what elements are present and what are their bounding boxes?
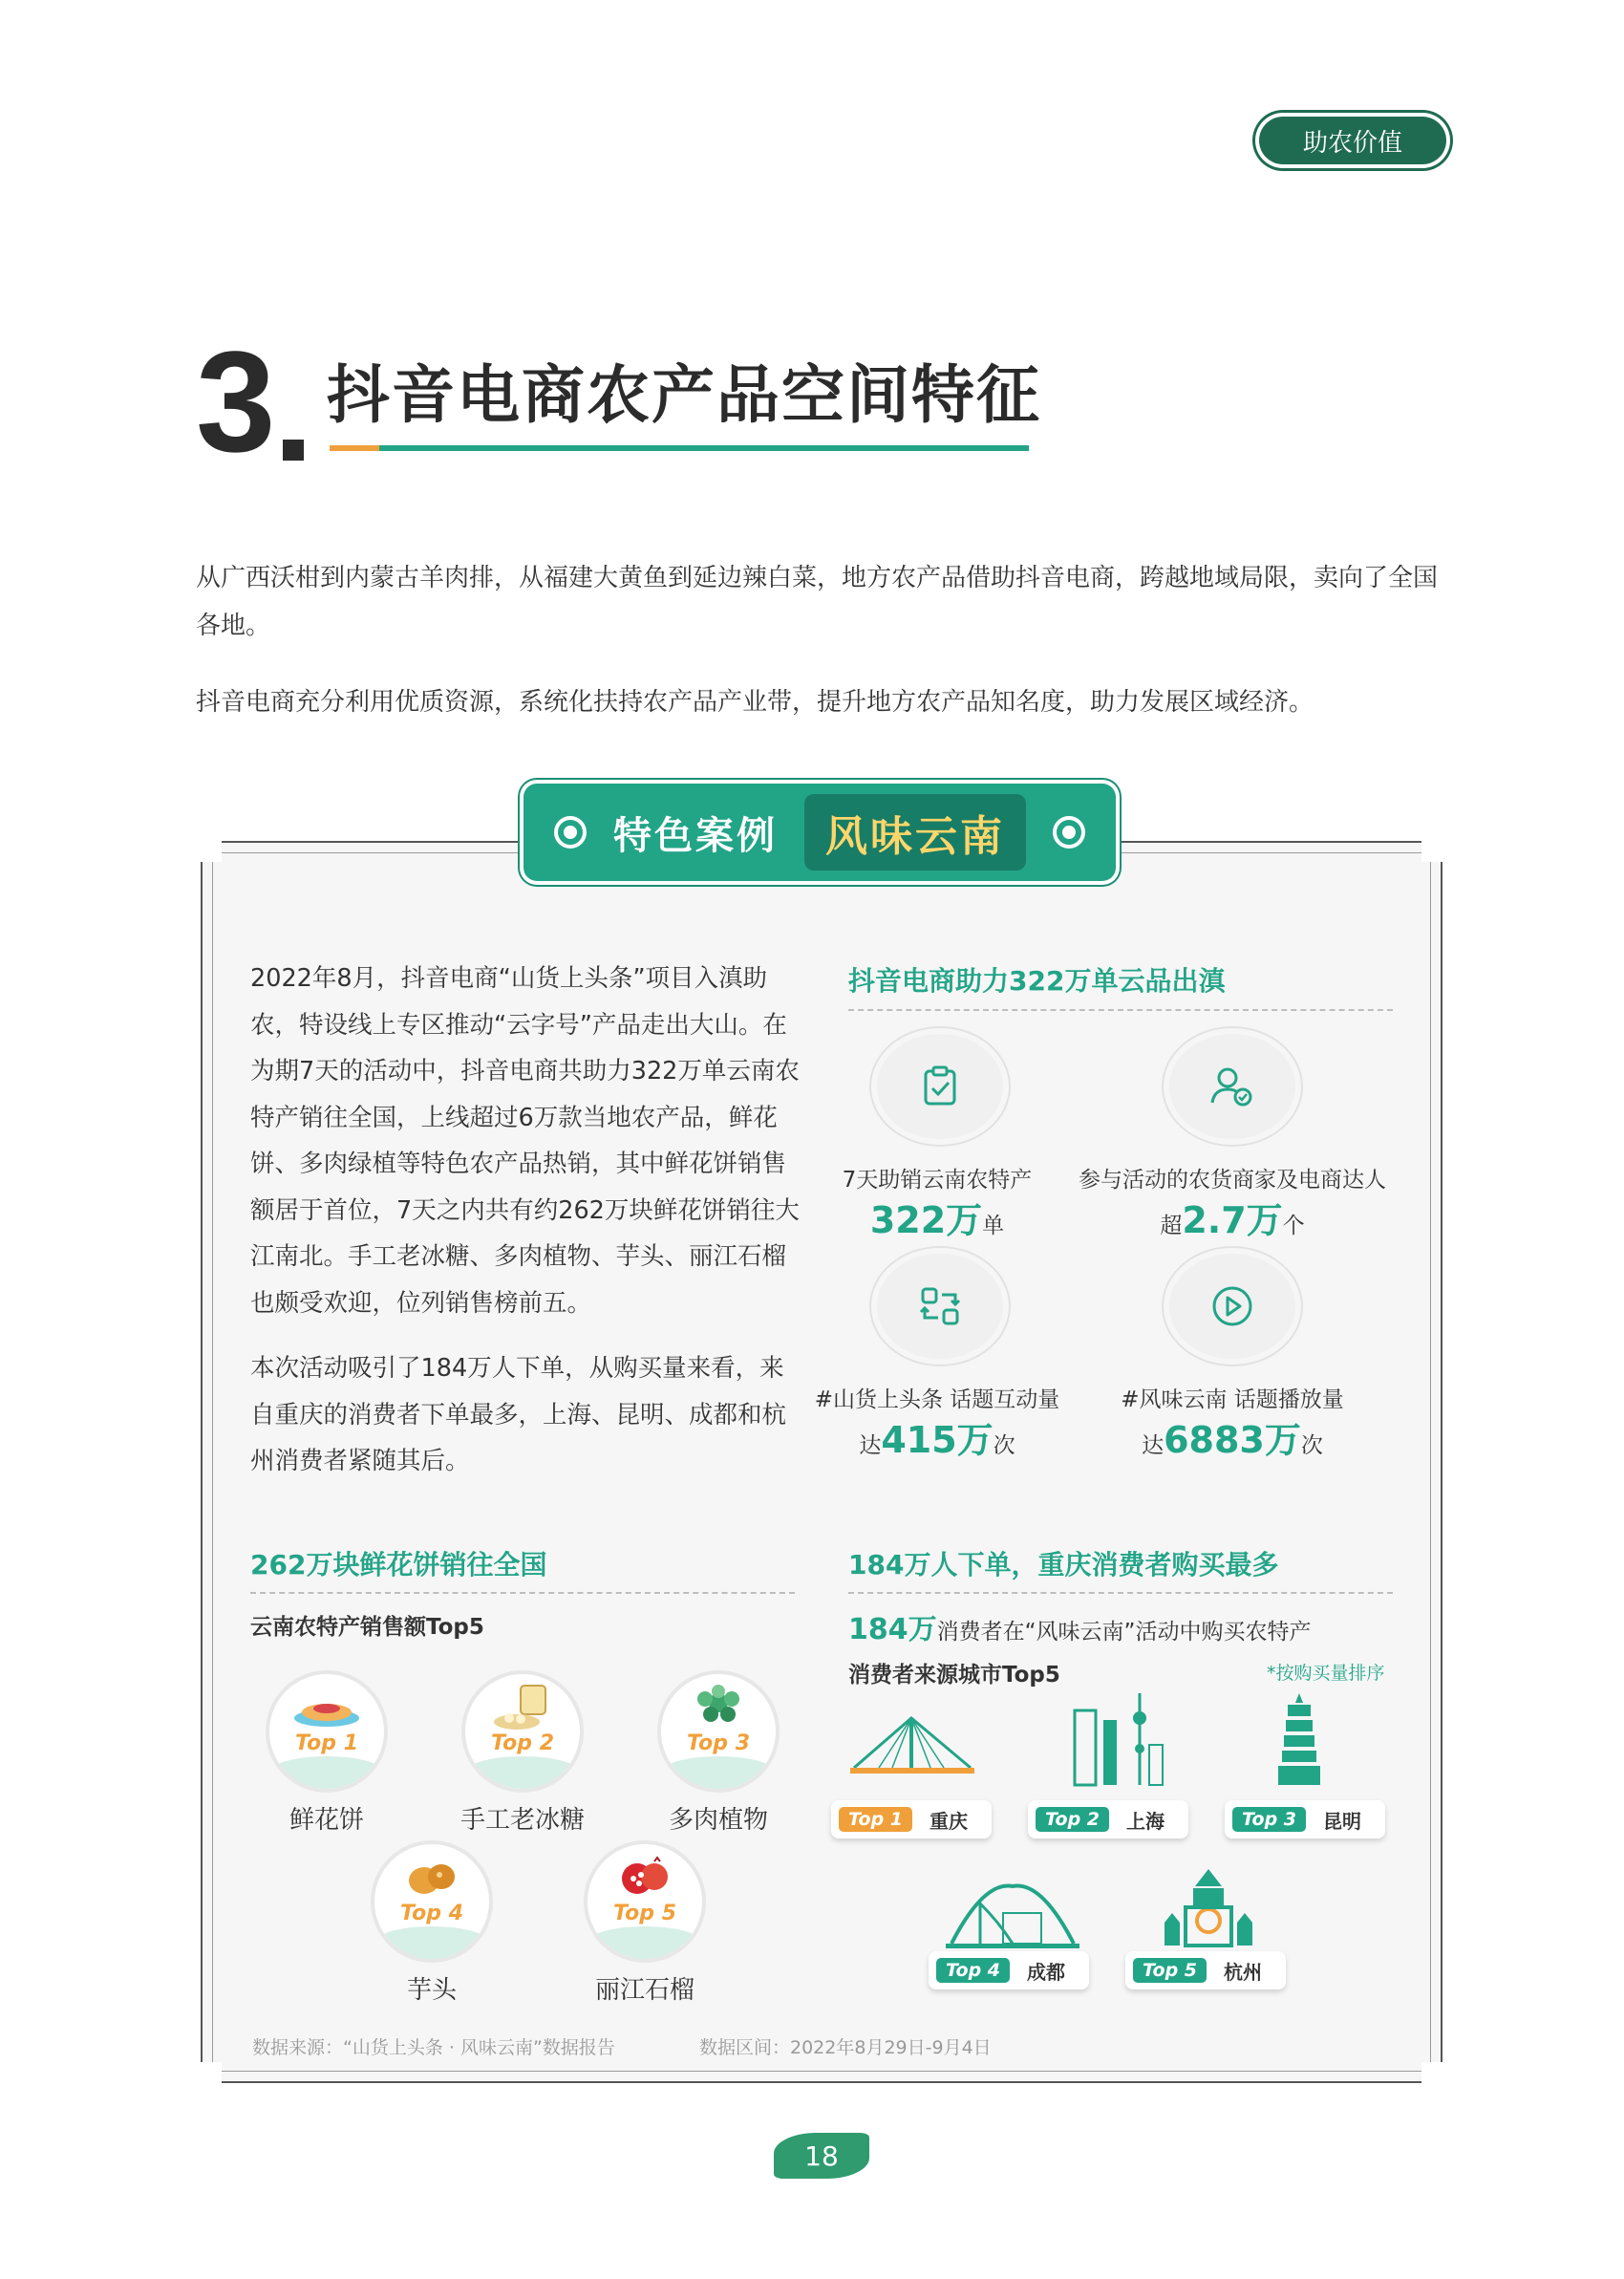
data-range-note: 数据区间：2022年8月29日-9月4日 (699, 2037, 992, 2058)
product-name: 多肉植物 (668, 1806, 768, 1835)
product-top2-badge (465, 1674, 580, 1789)
play-icon (1169, 1254, 1295, 1359)
divider (250, 1592, 795, 1594)
product-top4-badge (374, 1844, 489, 1959)
kunming-pagoda-icon (1261, 1691, 1337, 1787)
city-name: 重庆 (930, 1809, 968, 1833)
rank-label: Top 4 (400, 1902, 463, 1925)
title-underline (379, 445, 1029, 451)
rank-label: Top 3 (1232, 1807, 1306, 1832)
city-name: 昆明 (1323, 1809, 1361, 1833)
card-corner-decoration (195, 835, 222, 862)
product-top3-badge (661, 1674, 776, 1789)
city-rank-tag (831, 1800, 992, 1838)
intro-paragraph-1: 从广西沃柑到内蒙古羊肉排，从福建大黄鱼到延边辣白菜，地方农产品借助抖音电商，跨越地域局限，卖向了全国各地。 (196, 564, 1439, 640)
rank-label: Top 1 (839, 1807, 912, 1832)
card-corner-decoration (1421, 2062, 1448, 2089)
sort-note: *按购买量排序 (1267, 1663, 1385, 1684)
city-rank-tag (1028, 1800, 1188, 1838)
data-source-note: 数据来源：“山货上头条 · 风味云南”数据报告 (252, 2037, 615, 2058)
section-number-dot (283, 440, 304, 461)
divider (848, 1592, 1393, 1594)
city-name: 成都 (1027, 1960, 1065, 1984)
city-rank-tag (929, 1951, 1089, 1989)
cities-title: 184万人下单，重庆消费者购买最多 (848, 1549, 1279, 1580)
stat-label: 参与活动的农货商家及电商达人 (1079, 1168, 1386, 1193)
product-name: 手工老冰糖 (459, 1806, 585, 1835)
divider (848, 1009, 1393, 1011)
pomegranate-icon (614, 1856, 675, 1902)
city-rank-tag (1225, 1800, 1385, 1838)
section-tag: 助农价值 (1259, 117, 1446, 164)
stats-title: 抖音电商助力322万单云品出滇 (848, 965, 1226, 997)
city-name: 上海 (1126, 1809, 1165, 1833)
hangzhou-pagoda-icon (1151, 1867, 1266, 1949)
products-subtitle: 云南农特产销售额Top5 (250, 1615, 484, 1640)
exchange-icon (877, 1254, 1003, 1359)
rock-sugar-icon (492, 1684, 553, 1731)
rank-label: Top 5 (1133, 1958, 1207, 1983)
case-banner (524, 784, 1116, 881)
stat-label: #山货上头条 话题互动量 (814, 1387, 1060, 1412)
card-corner-decoration (1421, 835, 1448, 862)
succulent-icon (690, 1684, 747, 1733)
flower-cake-icon (290, 1693, 363, 1730)
case-lead-paragraph: 2022年8月，抖音电商“山货上头条”项目入滇助农，特设线上专区推动“云字号”产品走出大山。在为期7天的活动中，抖音电商共助力322万单云南农特产销往全国，上线超过6万款当地农产品，鲜花饼、多肉绿植等特色农产品热销，其中鲜花饼销售额居于首位，7天之内共有约262万块鲜花饼销往大江南北。手工老冰糖、多肉植物、芋头、丽江石榴也颇受欢迎，位列销售榜前五。 (250, 964, 800, 1318)
product-name: 丽江石榴 (594, 1976, 694, 2005)
case-secondary-paragraph: 本次活动吸引了184万人下单，从购买量来看，来自重庆的消费者下单最多，上海、昆明、成都和杭州消费者紧随其后。 (250, 1354, 787, 1475)
card-corner-decoration (195, 2062, 222, 2089)
rank-label: Top 1 (295, 1731, 358, 1755)
stat-value: 超2.7万个 (1160, 1199, 1305, 1241)
stat-value: 达6883万次 (1142, 1419, 1323, 1461)
product-top5-badge (588, 1844, 702, 1959)
page-title: 抖音电商农产品空间特征 (327, 358, 1041, 432)
city-rank-tag (1125, 1951, 1286, 1989)
title-underline-accent (330, 445, 379, 451)
page-number: 18 (774, 2133, 869, 2179)
clipboard-check-icon (877, 1034, 1003, 1139)
section-number: 3 (196, 321, 276, 482)
products-title: 262万块鲜花饼销往全国 (250, 1549, 547, 1580)
rank-label: Top 2 (1036, 1807, 1109, 1832)
chengdu-building-icon (946, 1875, 1079, 1951)
cities-subtitle: 消费者来源城市Top5 (848, 1663, 1060, 1688)
banner-highlight: 风味云南 (804, 794, 1026, 871)
rank-label: Top 2 (491, 1731, 554, 1755)
rank-label: Top 5 (613, 1902, 676, 1925)
product-top1-badge (269, 1674, 384, 1789)
product-name: 芋头 (406, 1976, 457, 2005)
rank-label: Top 4 (936, 1958, 1010, 1983)
taro-icon (403, 1856, 460, 1902)
shanghai-skyline-icon (1065, 1691, 1170, 1787)
stat-label: #风味云南 话题播放量 (1121, 1387, 1344, 1412)
stat-value: 322万单 (869, 1199, 1005, 1241)
chongqing-bridge-icon (850, 1697, 974, 1783)
cities-summary: 184万消费者在“风味云南”活动中购买农特产 (848, 1613, 1312, 1646)
ring-ornament-icon (1053, 816, 1085, 849)
stat-label: 7天助销云南农特产 (842, 1168, 1033, 1193)
product-name: 鲜花饼 (288, 1806, 364, 1835)
ring-ornament-icon (554, 816, 587, 849)
user-check-icon (1169, 1034, 1295, 1139)
rank-label: Top 3 (687, 1731, 750, 1755)
banner-label: 特色案例 (613, 813, 778, 858)
stat-value: 达415万次 (859, 1419, 1015, 1461)
city-name: 杭州 (1224, 1960, 1262, 1984)
intro-paragraph-2: 抖音电商充分利用优质资源，系统化扶持农产品产业带，提升地方农产品知名度，助力发展区域经济。 (196, 688, 1314, 717)
